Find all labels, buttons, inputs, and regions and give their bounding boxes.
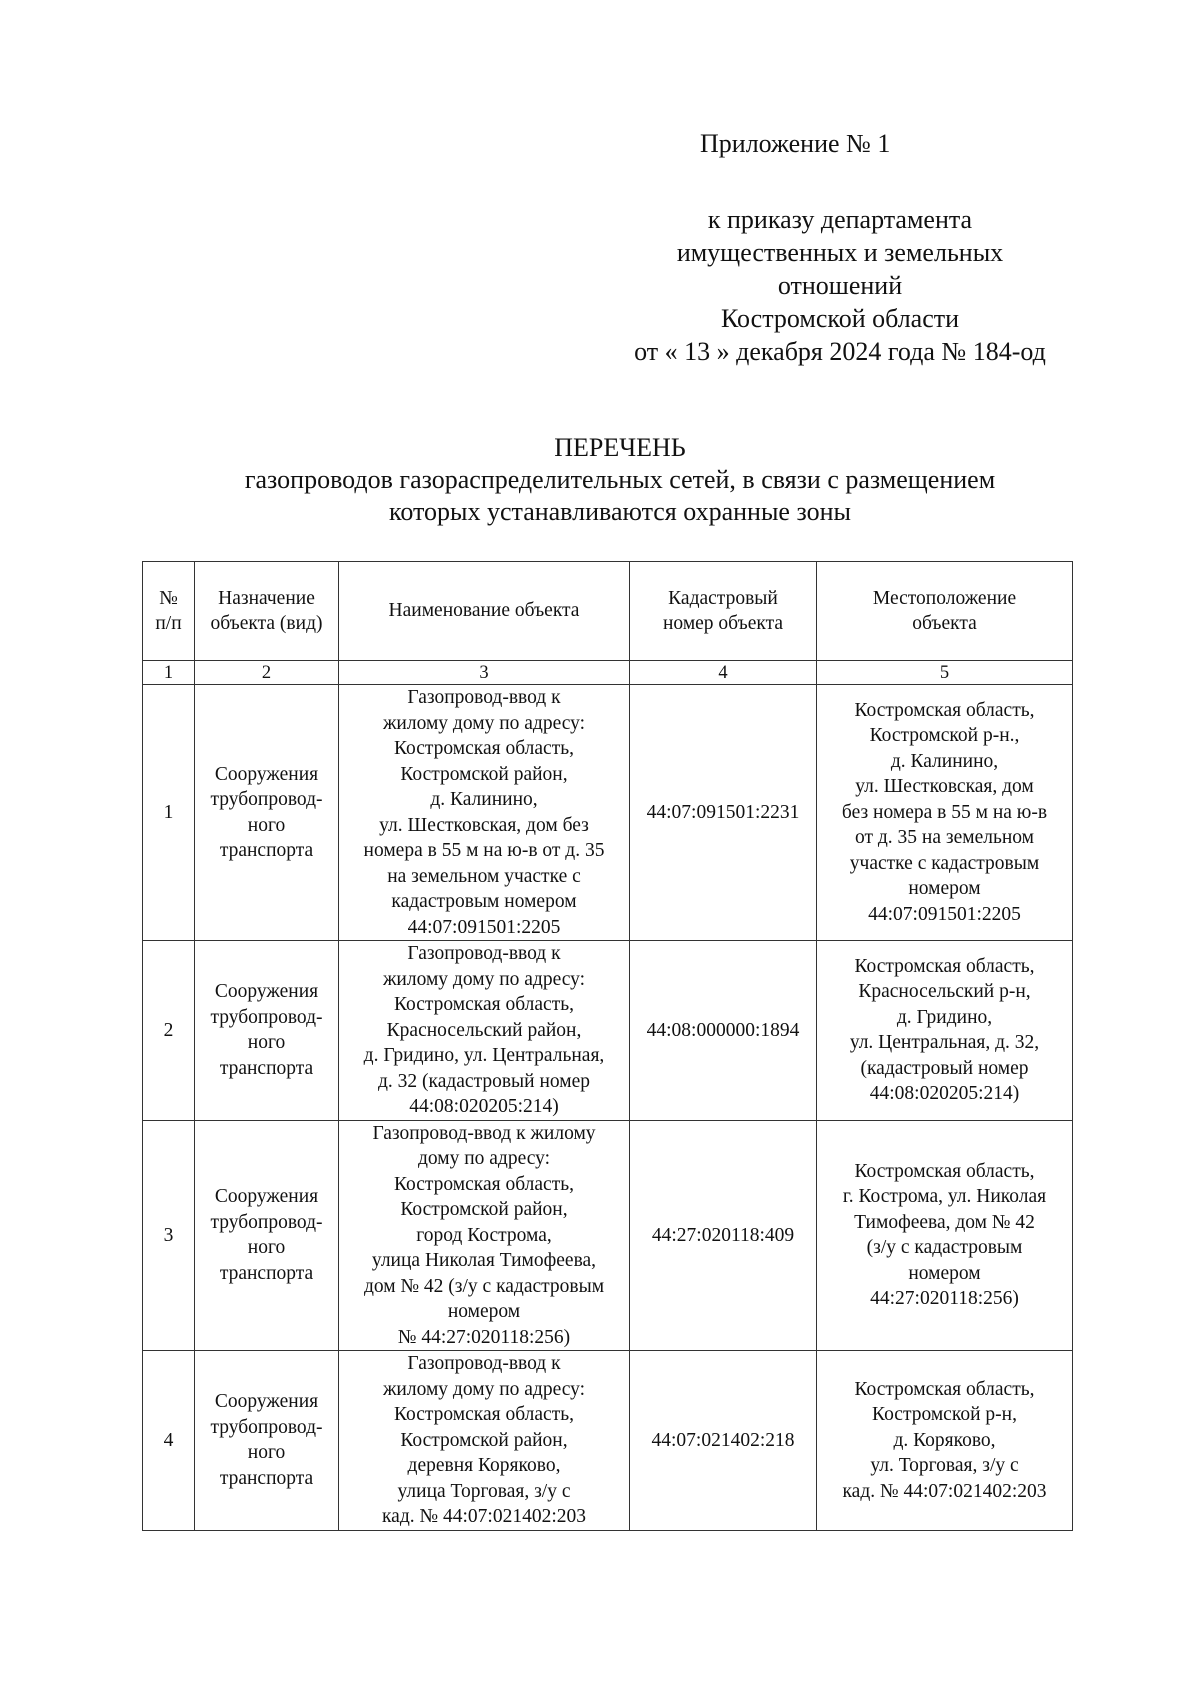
cadastral-number: 44:07:021402:218 [630, 1351, 817, 1531]
header-number: № п/п [143, 562, 195, 661]
cadastral-number: 44:08:000000:1894 [630, 941, 817, 1121]
appendix-line: Костромской области [720, 304, 960, 333]
appendix-title: Приложение № 1 [700, 129, 891, 158]
object-purpose: Сооружения трубопровод- ного транспорта [195, 1120, 339, 1351]
heading-title: ПЕРЕЧЕНЬ [554, 433, 686, 462]
object-purpose: Сооружения трубопровод- ного транспорта [195, 1351, 339, 1531]
column-number: 4 [630, 661, 817, 685]
row-number: 1 [143, 685, 195, 941]
row-number: 4 [143, 1351, 195, 1531]
column-number: 5 [817, 661, 1073, 685]
column-number: 1 [143, 661, 195, 685]
table-header-row [143, 562, 1073, 661]
heading-subtitle-line: которых устанавливаются охранные зоны [389, 497, 851, 526]
object-purpose: Сооружения трубопровод- ного транспорта [195, 685, 339, 941]
cadastral-number: 44:27:020118:409 [630, 1120, 817, 1351]
row-number: 2 [143, 941, 195, 1121]
table-body [143, 685, 1073, 1531]
cadastral-number: 44:07:091501:2231 [630, 685, 817, 941]
row-number: 3 [143, 1120, 195, 1351]
column-number: 3 [339, 661, 630, 685]
document-heading [120, 432, 1120, 528]
object-purpose: Сооружения трубопровод- ного транспорта [195, 941, 339, 1121]
header-cadastral: Кадастровый номер объекта [630, 562, 817, 661]
appendix-line: имущественных и земельных [676, 238, 1004, 267]
object-name: Газопровод-ввод к жилому дому по адресу: Костромская область, Костромской район, город Кострома, улица Николая Тимофеева, дом № 42 (з/у с кадастровым номером № 44:27:020118:256) [339, 1120, 630, 1351]
object-name: Газопровод-ввод к жилому дому по адресу: Костромская область, Костромской район, деревня Коряково, улица Торговая, з/у с кад. № 44:07:021402:203 [339, 1351, 630, 1531]
object-location: Костромская область, Костромской р-н, д. Коряково, ул. Торговая, з/у с кад. № 44:07:021402:203 [817, 1351, 1073, 1531]
appendix-line: отношений [777, 271, 903, 300]
object-location: Костромская область, г. Кострома, ул. Николая Тимофеева, дом № 42 (з/у с кадастровым номером 44:27:020118:256) [817, 1120, 1073, 1351]
appendix-line: к приказу департамента [707, 205, 973, 234]
object-name: Газопровод-ввод к жилому дому по адресу: Костромская область, Красносельский район, д. Гридино, ул. Центральная, д. 32 (кадастровый номер 44:08:020205:214) [339, 941, 630, 1121]
table-row [143, 1120, 1073, 1351]
pipelines-table [142, 561, 1073, 1531]
object-name: Газопровод-ввод к жилому дому по адресу: Костромская область, Костромской район, д. Калинино, ул. Шестковская, дом без номера в 55 м на ю-в от д. 35 на земельном участке с кадастровым номером 44:07:091501:2205 [339, 685, 630, 941]
column-number-row [143, 661, 1073, 685]
header-location: Местоположение объекта [817, 562, 1073, 661]
table-row [143, 1351, 1073, 1531]
column-number: 2 [195, 661, 339, 685]
object-location: Костромская область, Красносельский р-н, д. Гридино, ул. Центральная, д. 32, (кадастровый номер 44:08:020205:214) [817, 941, 1073, 1121]
header-name: Наименование объекта [339, 562, 630, 661]
appendix-reference [560, 203, 1120, 368]
header-purpose: Назначение объекта (вид) [195, 562, 339, 661]
table-row [143, 685, 1073, 941]
table-row [143, 941, 1073, 1121]
heading-subtitle-line: газопроводов газораспределительных сетей, в связи с размещением [244, 465, 996, 494]
object-location: Костромская область, Костромской р-н., д. Калинино, ул. Шестковская, дом без номера в 55 м на ю-в от д. 35 на земельном участке с кадастровым номером 44:07:091501:2205 [817, 685, 1073, 941]
appendix-line: от « 13 » декабря 2024 года № 184-од [634, 337, 1046, 366]
